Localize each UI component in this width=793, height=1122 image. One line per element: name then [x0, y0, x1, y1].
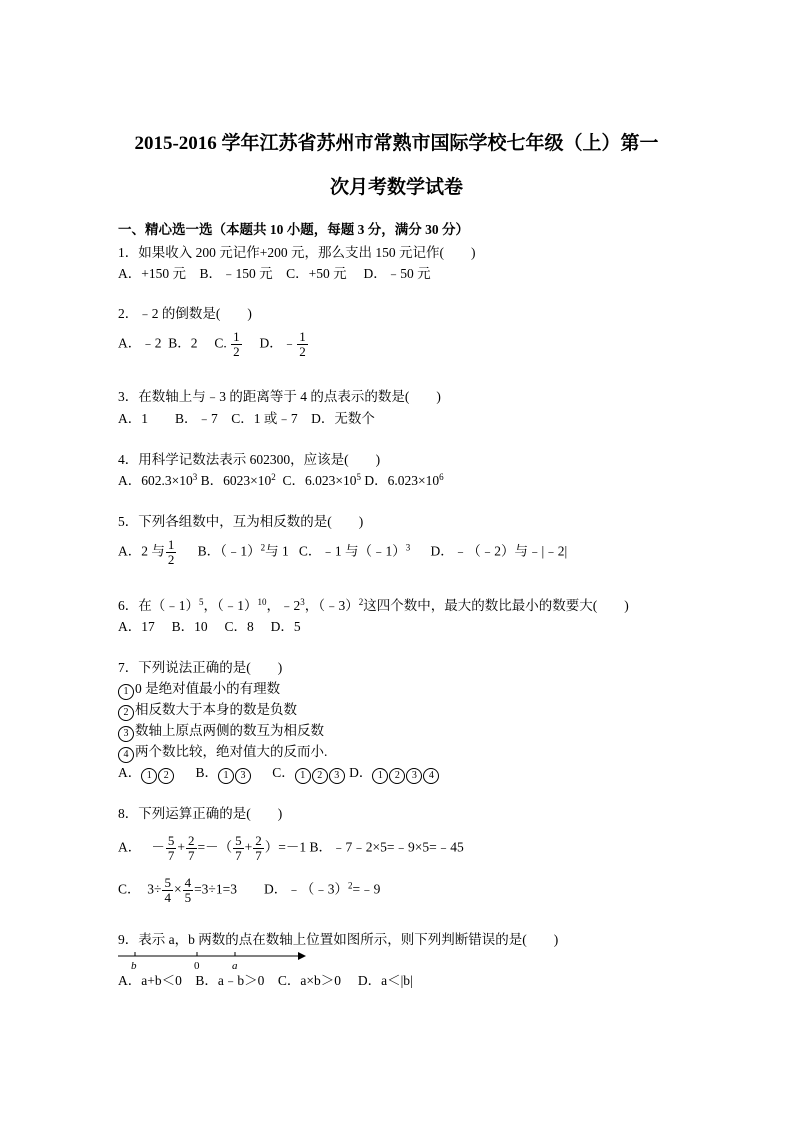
q2-option-a: A．﹣2 [118, 335, 162, 351]
q4-options: A．$602.3\times 10^3$ B．$6023\times 10^2$ C．$6.023\times 10^5$ D．$6.023\times 10^6$ [118, 472, 444, 488]
q9-stem: 9．表示 a，b 两数的点在数轴上位置如图所示，则下列判断错误的是( ) [118, 932, 559, 947]
q9-number-line [118, 949, 308, 971]
q1-options: A．+150 元 B．﹣150 元 C．+50 元 D．﹣50 元 [118, 266, 431, 281]
section-heading: 一、精心选一选（本题共 10 小题，每题 3 分，满分 30 分） [118, 222, 469, 237]
q2-options [118, 330, 309, 359]
q7-statement-2: 2 相反数大于本身的数是负数 [118, 701, 297, 721]
exam-title-line2: 次月考数学试卷 [329, 177, 463, 198]
q3-stem: 3．在数轴上与﹣3 的距离等于 4 的点表示的数是( ) [118, 389, 441, 404]
q5-a-fraction: $\frac{1}{2}$ [167, 537, 175, 567]
q1-stem: 1．如果收入 200 元记作+200 元，那么支出 150 元记作( ) [118, 245, 476, 260]
q9-label-a: a [232, 960, 238, 971]
q9-label-0: 0 [194, 960, 200, 971]
q2-d-fraction: $\frac{1}{2}$ [299, 329, 306, 359]
q2-option-d: D．﹣ [259, 335, 297, 351]
q6-stem: 6．在（﹣1）$^5$，（﹣1）$^{10}$，$﹣2^3$，（﹣3）$^2$这四个数中，最大的数比最小的数要大( ) [118, 597, 629, 613]
q5-stem: 5．下列各组数中，互为相反数的是( ) [118, 514, 364, 529]
q7-statement-1: 1 0 是绝对值最小的有理数 [118, 680, 280, 700]
q8-options-cd: C． 3÷ $\frac{5}{4}$ × $\frac{4}{5}$ =3÷1=3 D．﹣（﹣3）$^2$=﹣9 [118, 875, 381, 905]
q9-label-b: b [131, 960, 137, 971]
q7-statement-3: 3 数轴上原点两侧的数互为相反数 [118, 722, 324, 742]
q7-options: A． 1 2 B． 1 3 C． 1 2 3 D． 1 2 3 4 [118, 764, 440, 784]
q2-option-b: B．2 [168, 335, 198, 351]
q2-stem: 2．﹣2 的倒数是( ) [118, 306, 252, 321]
q7-statement-4: 4 两个数比较，绝对值大的反而小. [118, 743, 327, 763]
q7-stem: 7．下列说法正确的是( ) [118, 660, 283, 675]
q6-options: A．17 B．10 C．8 D．5 [118, 619, 301, 634]
q8-options-ab: A． － $\frac{5}{7}$ + $\frac{2}{7}$ =－（ $\frac{5}{7}$ + $\frac{2}{7}$ ）=－1 B．﹣7﹣2×5=﹣9×5=﹣45 [118, 833, 464, 863]
q9-options: A．a+b＜0 B．a﹣b＞0 C．a×b＞0 D．a＜|b| [118, 973, 413, 988]
q2-option-c: C. [214, 335, 227, 351]
q3-options: A．1 B．﹣7 C．1 或﹣7 D．无数个 [118, 411, 375, 426]
exam-title-line1: 2015-2016 学年江苏省苏州市常熟市国际学校七年级（上）第一 [134, 133, 659, 154]
q5-options: A．2 与 $\frac{1}{2}$ B．（﹣1）$^2$与 1 C．﹣1 与（﹣1）$^3$ D．﹣（﹣2）与﹣|﹣2| [118, 537, 568, 567]
q4-stem: 4．用科学记数法表示 602300，应该是( ) [118, 452, 381, 467]
q8-stem: 8．下列运算正确的是( ) [118, 806, 283, 821]
q2-c-fraction: $\frac{1}{2}$ [233, 329, 240, 359]
